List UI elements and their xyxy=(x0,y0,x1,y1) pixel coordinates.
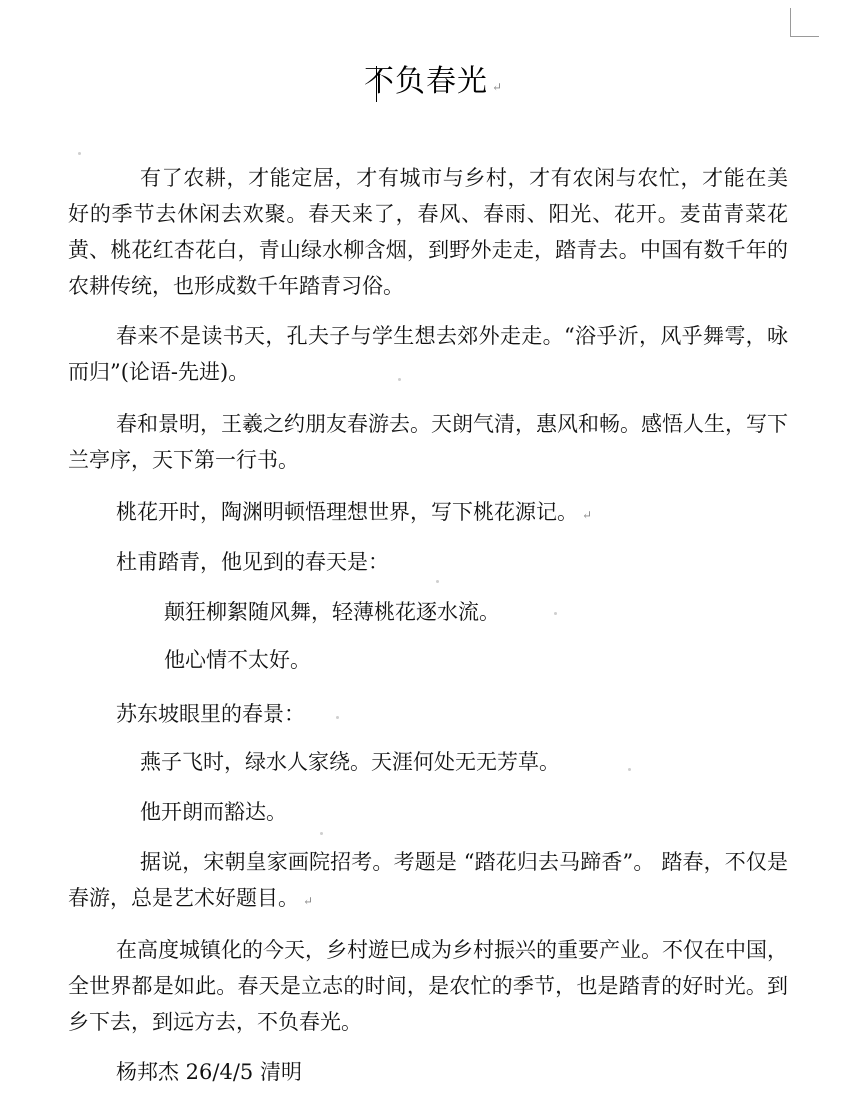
scan-speck xyxy=(628,768,631,771)
paragraph-mark-icon: ↵ xyxy=(303,894,314,908)
scan-speck xyxy=(398,378,401,381)
paragraph-7[interactable]: 他心情不太好。 xyxy=(164,648,311,672)
paragraph-12[interactable]: 在高度城镇化的今天，乡村遊巳成为乡村振兴的重要产业。不仅在中国，全世界都是如此。春天是立志的时间，是农忙的季节，也是踏青的好时光。到乡下去，到远方去，不负春光。 xyxy=(68,938,788,1034)
paragraph-4-text: 桃花开时，陶渊明顿悟理想世界，写下桃花源记。 xyxy=(116,500,578,524)
paragraph-5[interactable]: 杜甫踏青，他见到的春天是： xyxy=(116,550,389,574)
paragraph-4[interactable] xyxy=(68,494,788,533)
signature-line[interactable]: 杨邦杰 26/4/5 清明 xyxy=(116,1060,302,1084)
poem-line-su-dongpo[interactable]: 燕子飞时，绿水人家绕。天涯何处无无芳草。 xyxy=(140,750,560,774)
paragraph-11-text: 据说，宋朝皇家画院招考。考题是 “踏花归去马蹄香”。 踏春，不仅是春游，总是艺术好题目。 xyxy=(68,850,788,910)
paragraph-mark-icon: ↵ xyxy=(582,508,593,522)
scan-speck xyxy=(436,580,439,583)
scan-speck xyxy=(78,152,81,155)
document-title[interactable] xyxy=(0,62,867,107)
paragraph-3[interactable]: 春和景明，王羲之约朋友春游去。天朗气清，惠风和畅。感悟人生，写下兰亭序，天下第一行书。 xyxy=(68,412,788,472)
scan-speck xyxy=(320,832,323,835)
paragraph-1[interactable]: 有了农耕，才能定居，才有城市与乡村，才有农闲与农忙，才能在美好的季节去休闲去欢聚。春天来了，春风、春雨、阳光、花开。麦苗青菜花黄、桃花红杏花白，青山绿水柳含烟，到野外走走，踏青去。中国有数千年的农耕传统，也形成数千年踏青习俗。 xyxy=(68,166,788,298)
paragraph-10[interactable]: 他开朗而豁达。 xyxy=(140,800,287,824)
scan-speck xyxy=(554,612,557,615)
page-corner-mark xyxy=(790,8,819,37)
scan-speck xyxy=(336,716,339,719)
document-title-text: 不负春光 xyxy=(363,64,488,99)
paragraph-mark-icon: ↵ xyxy=(491,80,504,94)
paragraph-2[interactable]: 春来不是读书天，孔夫子与学生想去郊外走走。“浴乎沂，风乎舞雩，咏而归”(论语-先进)。 xyxy=(68,324,788,384)
paragraph-8[interactable]: 苏东坡眼里的春景： xyxy=(116,702,305,726)
poem-line-du-fu[interactable]: 颠狂柳絮随风舞，轻薄桃花逐水流。 xyxy=(164,600,500,624)
paragraph-11[interactable] xyxy=(68,844,788,919)
